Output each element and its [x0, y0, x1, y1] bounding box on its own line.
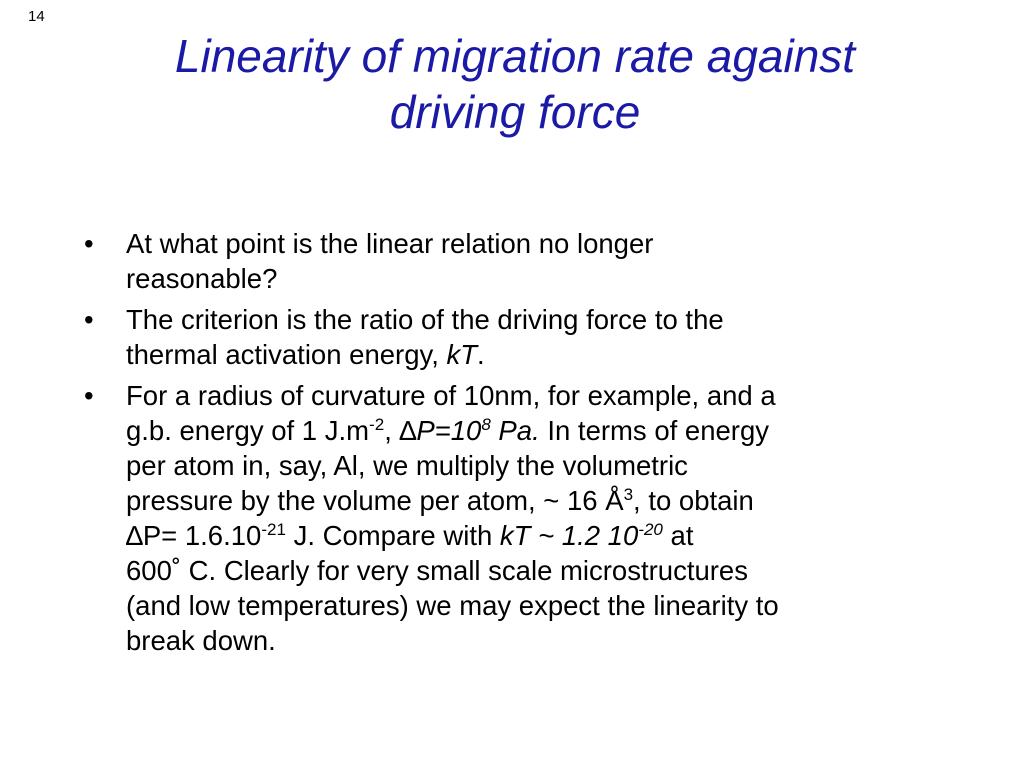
title-line-1: Linearity of migration rate against [174, 30, 856, 82]
bullet-3-line-8: break down. [126, 625, 276, 656]
comma-text: , [384, 415, 400, 446]
bullet-2-line-1: The criterion is the ratio of the driving force to the [126, 304, 724, 335]
exponent: -20 [638, 519, 663, 539]
slide-number: 14 [28, 8, 45, 25]
kt-expression: kT ~ 1.2 10 [499, 520, 639, 551]
bullet-3-line-5 [126, 518, 964, 553]
bullet-item-3 [84, 378, 964, 658]
bullet-1-line-2: reasonable? [126, 263, 278, 294]
energy-text: In terms of energy [539, 415, 769, 446]
bullet-item-1 [84, 226, 964, 296]
bullet-3-line-4 [126, 483, 964, 518]
bullet-item-2 [84, 302, 964, 372]
gb-energy-text: g.b. energy of 1 J.m [126, 415, 370, 446]
volume-text: pressure by the volume per atom, ~ 16 Å [126, 485, 624, 516]
at-text: at [662, 520, 694, 551]
exponent: 3 [623, 484, 634, 504]
bullet-2-text: thermal activation energy, [126, 339, 447, 370]
bullet-3-line-2 [126, 413, 964, 448]
bullet-3-line-1: For a radius of curvature of 10nm, for example, and a [126, 380, 776, 411]
bullet-dot-icon: • [84, 380, 94, 411]
bullet-2-line-2 [126, 337, 964, 372]
compare-text: J. Compare with [285, 520, 500, 551]
bullet-3-line-7: (and low temperatures) we may expect the linearity to [126, 590, 779, 621]
exponent: -2 [369, 414, 385, 434]
bullet-list [84, 226, 964, 664]
delta-symbol: ∆ [399, 415, 417, 446]
pressure-expression: P=10 [416, 415, 482, 446]
bullet-3-line-6: 600˚ C. Clearly for very small scale microstructures [126, 555, 748, 586]
kt-symbol: kT [446, 339, 478, 370]
title-line-2: driving force [389, 86, 641, 138]
pressure-unit: Pa. [490, 415, 540, 446]
exponent: 8 [481, 414, 491, 434]
delta-symbol: ∆ [126, 520, 143, 551]
delta-p-value: P= 1.6.10 [142, 520, 262, 551]
exponent: -21 [261, 519, 286, 539]
bullet-3-line-3: per atom in, say, Al, we multiply the volumetric [126, 450, 688, 481]
bullet-dot-icon: • [84, 228, 94, 259]
obtain-text: , to obtain [633, 485, 754, 516]
slide-title [60, 28, 970, 140]
bullet-dot-icon: • [84, 304, 94, 335]
bullet-2-period: . [477, 339, 485, 370]
bullet-1-line-1: At what point is the linear relation no longer [126, 228, 654, 259]
